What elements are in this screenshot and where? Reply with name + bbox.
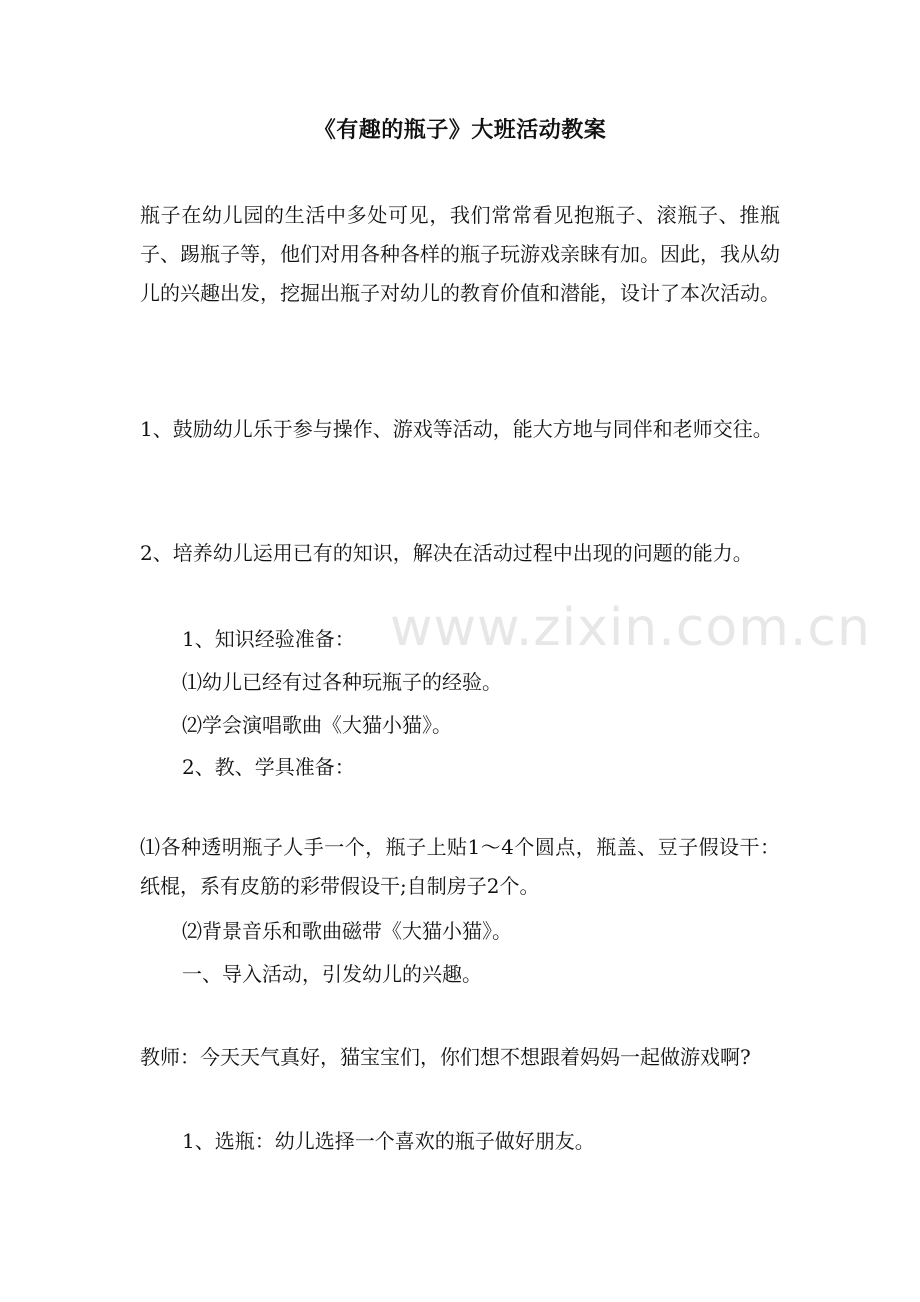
materials-paragraph: ⑴各种透明瓶子人手一个，瓶子上贴1～4个圆点，瓶盖、豆子假设干：纸棍，系有皮筋的彩带假设干;自制房子2个。 [140, 835, 780, 898]
section-heading-1: 一、导入活动，引发幼儿的兴趣。 [182, 962, 482, 986]
intro-paragraph: 瓶子在幼儿园的生活中多处可见，我们常常看见抱瓶子、滚瓶子、推瓶子、踢瓶子等，他们对用各种各样的瓶子玩游戏亲睐有加。因此，我从幼儿的兴趣出发，挖掘出瓶子对幼儿的教育价值和潜能，设计了本次活动。 [140, 203, 780, 305]
document-title: 《有趣的瓶子》大班活动教案 [313, 117, 607, 143]
prep-item-1: ⑴幼儿已经有过各种玩瓶子的经验。 [182, 670, 502, 694]
teacher-dialogue: 教师：今天天气真好，猫宝宝们，你们想不想跟着妈妈一起做游戏啊? [140, 1045, 751, 1069]
site-watermark: www.zixin.com.cn [390, 598, 871, 658]
goal-paragraph-2: 2、培养幼儿运用已有的知识，解决在活动过程中出现的问题的能力。 [140, 541, 753, 565]
materials-item-2: ⑵背景音乐和歌曲磁带《大猫小猫》。 [182, 919, 512, 943]
prep-heading-2: 2、教、学具准备： [182, 755, 355, 779]
activity-step-1: 1、选瓶：幼儿选择一个喜欢的瓶子做好朋友。 [182, 1129, 595, 1153]
prep-item-2: ⑵学会演唱歌曲《大猫小猫》。 [182, 713, 452, 737]
goal-paragraph-1: 1、鼓励幼儿乐于参与操作、游戏等活动，能大方地与同伴和老师交往。 [140, 417, 773, 441]
prep-heading-1: 1、知识经验准备： [182, 627, 355, 651]
